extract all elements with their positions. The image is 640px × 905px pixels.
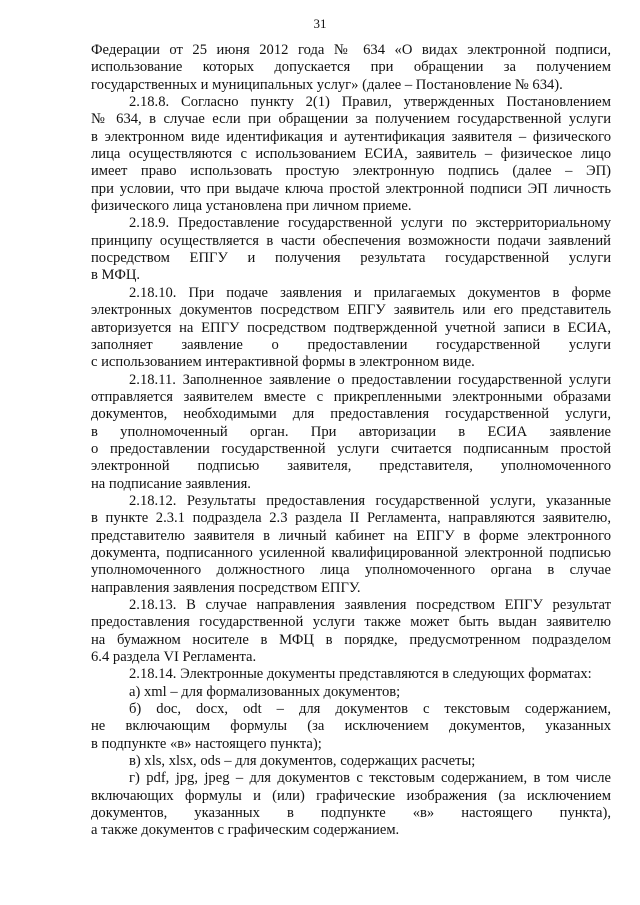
text-line: имеет право использовать простую электронную подпись (далее – ЭП): [91, 163, 611, 180]
text-line: 2.18.10. При подаче заявления и прилагаемых документов в форме: [129, 284, 611, 301]
text-line: уполномоченного должностного лица уполномоченного органа в случае: [91, 562, 611, 579]
text-line: лица осуществляются с использованием ЕСИА, заявитель – физическое лицо: [91, 146, 611, 163]
text-line: 2.18.13. В случае направления заявления посредством ЕПГУ результат: [129, 597, 611, 613]
text-line: 6.4 раздела VI Регламента.: [91, 649, 257, 666]
text-line: использование которых допускается при обращении за получением: [91, 59, 611, 76]
text-line: в подпункте «в» настоящего пункта);: [91, 735, 322, 752]
text-line: принципу осуществляется в части обеспечения возможности подачи заявлений: [91, 232, 611, 249]
page-number: 31: [313, 16, 327, 31]
body-text: [91, 42, 611, 840]
text-line: в пункте 2.3.1 подраздела 2.3 раздела II Регламента, направляются заявителю,: [91, 510, 611, 527]
text-line: г) pdf, jpg, jpeg – для документов с текстовым содержанием, в том числе: [129, 770, 611, 787]
text-line: отправляется заявителем вместе с прикрепленными электронными образами: [91, 388, 611, 405]
text-line: направления заявления посредством ЕПГУ.: [91, 579, 361, 596]
text-line: б) doc, docx, odt – для документов с текстовым содержанием,: [129, 701, 611, 718]
text-line: в электронном виде идентификация и аутентификация заявителя – физического: [91, 128, 611, 145]
text-line: документов, указанных в подпункте «в» настоящего пункта),: [91, 805, 611, 822]
text-line: 2.18.12. Результаты предоставления государственной услуги, указанные: [129, 492, 611, 509]
text-line: 2.18.9. Предоставление государственной услуги по экстерриториальному: [129, 215, 611, 232]
text-line: 2.18.8. Согласно пункту 2(1) Правил, утвержденных Постановлением: [129, 94, 611, 111]
text-line: физического лица установлена при личном приеме.: [91, 198, 412, 215]
text-line: включающих формулы и (или) графические изображения (за исключением: [91, 787, 611, 804]
text-line: № 634, в случае если при обращении за получением государственной услуги: [91, 111, 611, 128]
text-line: а) xml – для формализованных документов;: [129, 683, 401, 700]
text-line: 2.18.14. Электронные документы представляются в следующих форматах:: [129, 666, 592, 683]
text-line: на бумажном носителе в МФЦ в порядке, предусмотренном подразделом: [91, 631, 611, 648]
text-line: авторизуется на ЕПГУ посредством подтвержденной учетной записи в ЕСИА,: [91, 319, 611, 336]
text-line: государственных и муниципальных услуг» (далее – Постановление № 634).: [91, 76, 563, 93]
text-line: в) xls, xlsx, ods – для документов, содержащих расчеты;: [129, 753, 476, 770]
text-line: электронных документов посредством ЕПГУ заявитель или его представитель: [91, 302, 611, 319]
text-line: представителю заявителя в личный кабинет на ЕПГУ в форме электронного: [91, 527, 611, 544]
text-line: при условии, что при выдаче ключа простой электронной подписи ЭП личность: [91, 180, 611, 197]
text-line: заполняет заявление о предоставлении государственной услуги: [91, 336, 611, 353]
text-line: на подписание заявления.: [91, 475, 251, 492]
text-line: 2.18.11. Заполненное заявление о предоставлении государственной услуги: [129, 371, 611, 388]
text-line: а также документов с графическим содержанием.: [91, 822, 400, 839]
text-line: предоставления государственной услуги также может быть выдан заявителю: [91, 614, 611, 631]
text-line: документа, подписанного усиленной квалифицированной электронной подписью: [91, 544, 611, 561]
text-line: посредством ЕПГУ и получения результата государственной услуги: [91, 250, 611, 267]
text-line: в МФЦ.: [91, 267, 141, 284]
text-line: о предоставлении государственной услуги считается подписанным простой: [91, 440, 611, 457]
text-line: в уполномоченный орган. При авторизации в ЕСИА заявление: [91, 423, 611, 440]
text-line: документов, необходимыми для предоставления государственной услуги,: [91, 406, 611, 423]
text-line: не включающим формулы (за исключением документов, указанных: [91, 718, 611, 735]
text-line: Федерации от 25 июня 2012 года № 634 «О видах электронной подписи,: [91, 42, 611, 58]
text-line: электронной подписью заявителя, представителя, уполномоченного: [91, 458, 611, 475]
text-line: с использованием интерактивной формы в электронном виде.: [91, 354, 475, 371]
